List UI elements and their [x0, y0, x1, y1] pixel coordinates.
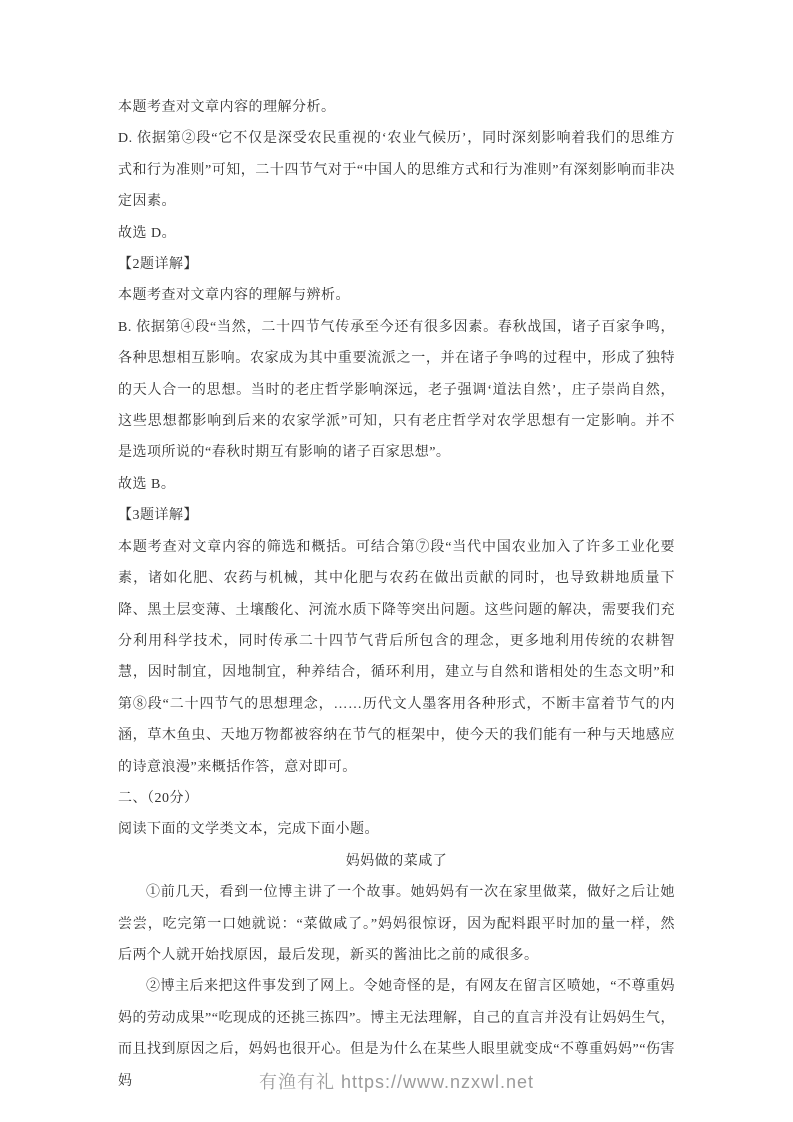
q2-option-b-analysis: B. 依据第④段“当然，二十四节气传承至今还有很多因素。春秋战国，诸子百家争鸣，各种思想相互影响。农家成为其中重要流派之一，并在诸子争鸣的过程中，形成了独特的天人合一的思想。当时的老庄哲学影响深远，老子强调‘道法自然’，庄子崇尚自然，这些思想都影响到后来的农家学派”可知，只有老庄哲学对农学思想有一定影响。并不是选项所说的“春秋时期互有影响的诸子百家思想”。: [118, 319, 675, 461]
q2-explanation-intro: 本题考查对文章内容的理解与辨析。: [118, 288, 350, 304]
reading-passage-title: 妈妈做的菜咸了: [345, 853, 448, 869]
q2-detail-heading: 【2题详解】: [118, 257, 198, 273]
section-two-header: 二、（20分）: [118, 790, 199, 806]
watermark-text: 有渔有礼 https://www.nzxwl.net: [258, 1072, 535, 1092]
reading-paragraph-1: ①前几天，看到一位博主讲了一个故事。她妈妈有一次在家里做菜，做好之后让她尝尝，吃完第一口她就说：“菜做咸了。”妈妈很惊讶，因为配料跟平时加的量一样，然后两个人就开始找原因，最后发现，新买的酱油比之前的咸很多。: [118, 885, 675, 963]
reading-instruction: 阅读下面的文学类文本，完成下面小题。: [118, 822, 379, 838]
page-footer: [0, 1068, 793, 1094]
q3-detail-heading: 【3题详解】: [118, 508, 198, 524]
q1-option-d-analysis: D. 依据第②段“它不仅是深受农民重视的‘农业气候历’，同时深刻影响着我们的思维方式和行为准则”可知，二十四节气对于“中国人的思维方式和行为准则”有深刻影响而非决定因素。: [118, 131, 675, 210]
q2-answer-line: 故选 B。: [118, 476, 176, 492]
document-content: [118, 92, 675, 1097]
q3-explanation: 本题考查对文章内容的筛选和概括。可结合第⑦段“当代中国农业加入了许多工业化要素，诸如化肥、农药与机械，其中化肥与农药在做出贡献的同时，也导致耕地质量下降、黑土层变薄、土壤酸化、河流水质下降等突出问题。这些问题的解决，需要我们充分利用科学技术，同时传承二十四节气背后所包含的理念，更多地利用传统的农耕智慧，因时制宜，因地制宜，种养结合，循环利用，建立与自然和谐相处的生态文明”和第⑧段“二十四节气的思想理念，……历代文人墨客用各种形式，不断丰富着节气的内涵，草木鱼虫、天地万物都被容纳在节气的框架中，使今天的我们能有一种与天地感应的诗意浪漫”来概括作答，意对即可。: [118, 539, 675, 775]
q1-answer-line: 故选 D。: [118, 225, 177, 241]
q1-explanation-intro: 本题考查对文章内容的理解分析。: [118, 100, 336, 115]
reading-paragraph-2: ②博主后来把这件事发到了网上。令她奇怪的是，有网友在留言区喷她，“不尊重妈妈的劳动成果”“吃现成的还挑三拣四”。博主无法理解，自己的直言并没有让妈妈生气，而且找到原因之后，妈妈也很开心。但是为什么在某些人眼里就变成“不尊重妈妈”“伤害妈: [118, 979, 675, 1089]
